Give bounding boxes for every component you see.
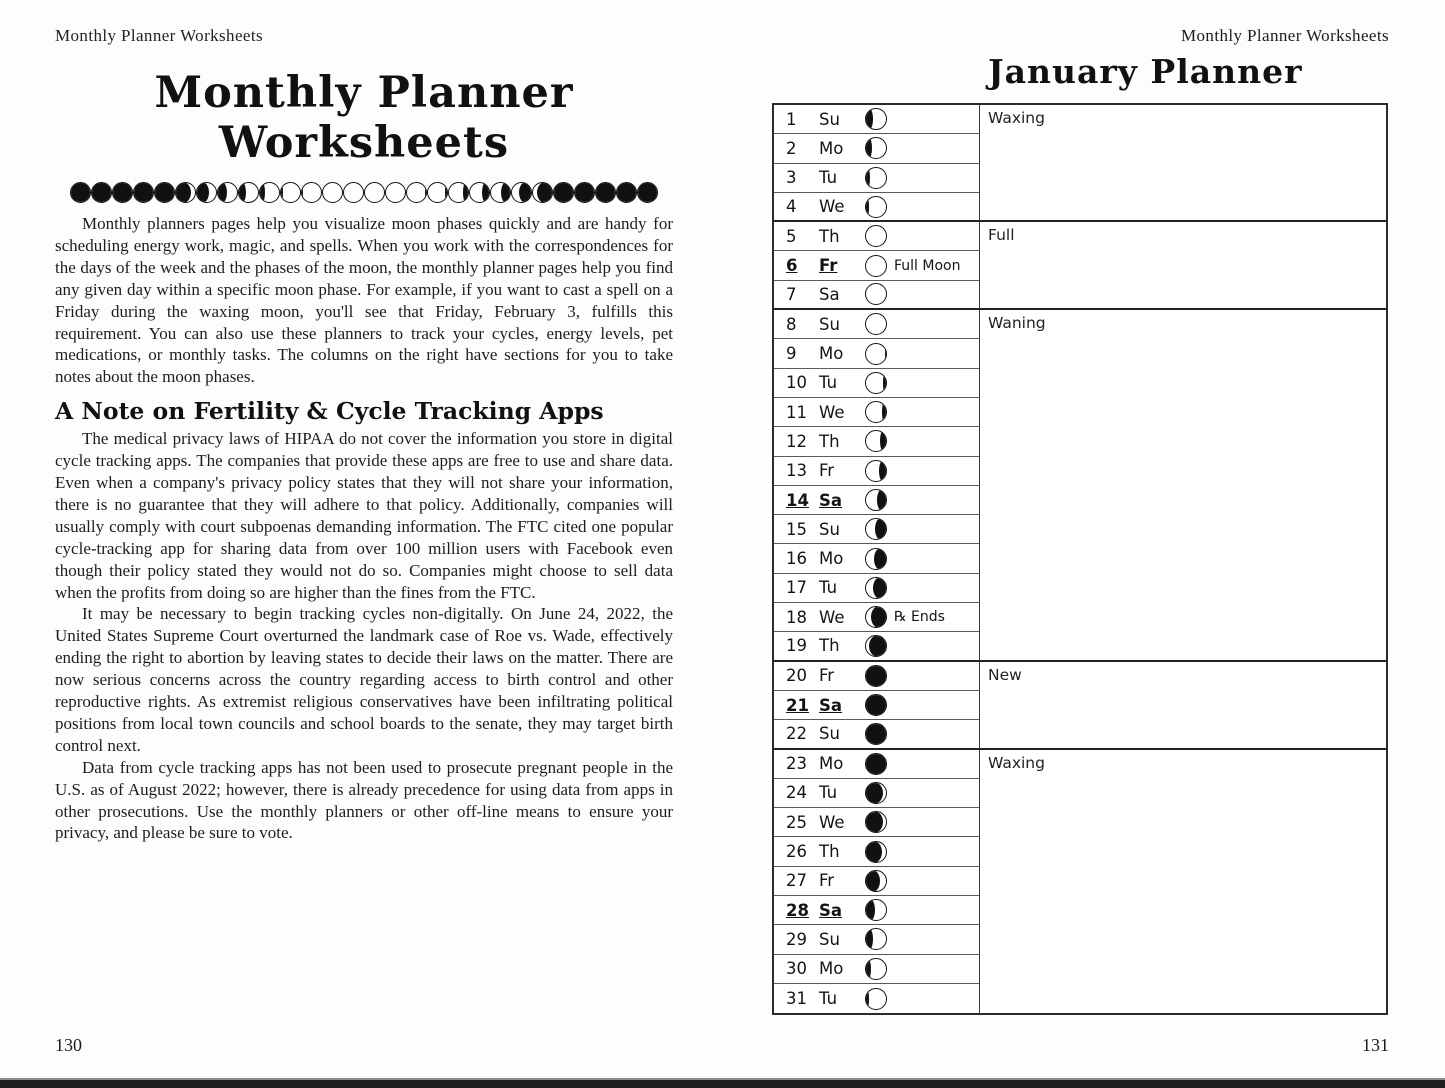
planner-day-row (774, 779, 980, 808)
moon-phase-icon (70, 182, 91, 203)
day-number: 30 (786, 959, 807, 979)
moon-dark-region (133, 182, 154, 203)
planner-day-row (774, 398, 980, 427)
moon-phase-icon (865, 811, 887, 833)
day-of-week: Su (819, 519, 840, 539)
moon-phase-icon (553, 182, 574, 203)
moon-phase-icon (865, 635, 887, 657)
moon-dark-region (865, 753, 887, 775)
day-number: 28 (786, 900, 809, 920)
day-number: 24 (786, 783, 807, 803)
day-of-week: We (819, 607, 845, 627)
section-heading: A Note on Fertility & Cycle Tracking Apps (55, 397, 604, 426)
day-number: 29 (786, 929, 807, 949)
day-of-week: Mo (819, 549, 844, 569)
moon-dark-region (280, 182, 283, 203)
planner-day-row (774, 457, 980, 486)
day-number: 23 (786, 754, 807, 774)
planner-day-row (774, 925, 980, 954)
moon-phase-icon (217, 182, 238, 203)
moon-dark-region (482, 182, 490, 203)
day-of-week: Mo (819, 754, 844, 774)
moon-phase-icon (385, 182, 406, 203)
moon-phase-icon (490, 182, 511, 203)
planner-day-row (774, 193, 980, 222)
body-paragraph: Data from cycle tracking apps has not been used to prosecute pregnant people in the U.S. as of August 2022; however, there is already precedence for using data from apps in other prosecutions. Use the monthly planners or other off-line means to ensure your privacy, and please be sure to vote. (55, 757, 673, 843)
moon-dark-region (865, 870, 880, 892)
moon-phase-icon (175, 182, 196, 203)
moon-dark-region (301, 182, 303, 203)
planner-day-row (774, 896, 980, 925)
moon-phase-icon (301, 182, 322, 203)
left-body-text (55, 213, 673, 844)
day-of-week: Sa (819, 490, 843, 510)
day-of-week: Su (819, 314, 840, 334)
planner-day-row (774, 515, 980, 544)
day-of-week: Sa (819, 284, 840, 304)
moon-phase-icon (865, 928, 887, 950)
moon-dark-region (217, 182, 227, 203)
planner-day-row (774, 544, 980, 573)
moon-phase-icon (865, 108, 887, 130)
moon-phase-icon (91, 182, 112, 203)
moon-dark-region (869, 635, 887, 657)
moon-phase-icon (865, 372, 887, 394)
moon-phase-icon (865, 460, 887, 482)
moon-phase-icon (343, 182, 364, 203)
moon-phase-icon (865, 606, 887, 628)
planner-day-row (774, 222, 980, 251)
photo-bottom-edge (0, 1078, 1445, 1088)
day-of-week: Fr (819, 461, 835, 481)
moon-phase-icon (406, 182, 427, 203)
moon-dark-region (865, 167, 870, 189)
moon-dark-region (238, 182, 246, 203)
moon-phase-icon (865, 753, 887, 775)
planner-day-row (774, 984, 980, 1013)
planner-day-row (774, 632, 980, 661)
phase-note-cell: Waxing (988, 753, 1045, 772)
moon-phase-icon (865, 694, 887, 716)
day-of-week: We (819, 812, 845, 832)
day-number: 22 (786, 724, 807, 744)
planner-day-row (774, 720, 980, 749)
moon-dark-region (865, 108, 873, 130)
day-number: 5 (786, 226, 797, 246)
moon-phase-icon (511, 182, 532, 203)
moon-dark-region (865, 958, 871, 980)
planner-day-row (774, 837, 980, 866)
moon-dark-region (874, 548, 887, 570)
moon-dark-region (537, 182, 553, 203)
moon-phase-icon (616, 182, 637, 203)
moon-dark-region (637, 182, 658, 203)
moon-phase-icon (865, 196, 887, 218)
day-of-week: Fr (819, 871, 835, 891)
moon-phase-icon (595, 182, 616, 203)
right-page-number: 131 (1362, 1035, 1389, 1055)
moon-phase-icon (322, 182, 343, 203)
moon-phase-icon (154, 182, 175, 203)
moon-dark-region (865, 928, 873, 950)
moon-phase-icon (469, 182, 490, 203)
day-of-week: Th (819, 636, 840, 656)
day-number: 3 (786, 168, 797, 188)
day-of-week: Tu (819, 578, 838, 598)
moon-phase-icon (865, 313, 887, 335)
moon-dark-region (259, 182, 265, 203)
planner-day-row (774, 251, 980, 280)
moon-phase-icon (865, 665, 887, 687)
phase-note-cell: New (980, 662, 1386, 750)
planner-day-row (774, 134, 980, 163)
planner-day-row (774, 105, 980, 134)
moon-dark-region (873, 577, 887, 599)
day-number: 17 (786, 578, 807, 598)
day-number: 8 (786, 314, 797, 334)
day-of-week: Sa (819, 900, 843, 920)
moon-dark-region (501, 182, 511, 203)
day-of-week: Mo (819, 344, 844, 364)
day-number: 15 (786, 519, 807, 539)
day-number: 31 (786, 989, 807, 1009)
moon-dark-region (553, 182, 574, 203)
moon-dark-region (70, 182, 91, 203)
day-number: 27 (786, 871, 807, 891)
moon-dark-region (519, 182, 532, 203)
moon-phase-icon (196, 182, 217, 203)
day-number: 19 (786, 636, 807, 656)
day-number: 7 (786, 284, 797, 304)
day-of-week: Tu (819, 783, 838, 803)
moon-dark-region (886, 313, 887, 335)
moon-dark-region (91, 182, 112, 203)
day-of-week: Su (819, 929, 840, 949)
day-of-week: Th (819, 842, 840, 862)
moon-phase-icon (865, 343, 887, 365)
planner-day-row (774, 339, 980, 368)
day-number: 2 (786, 138, 797, 158)
moon-event-label: Full Moon (894, 257, 961, 274)
page-title: Monthly Planner Worksheets (154, 68, 574, 168)
moon-dark-region (883, 372, 887, 394)
moon-phase-icon (865, 548, 887, 570)
day-of-week: Su (819, 724, 840, 744)
body-paragraph: The medical privacy laws of HIPAA do not cover the information you store in digital cycle tracking apps. The companies that provide these apps are free to use and share data. Even when a company's privacy policy states that they will not share your information, there is no guarantee that they will adhere to that policy. Additionally, companies will usually comply with court subpoenas demanding information. The FTC cited one popular cycle-tracking app for sharing data from over 100 million users with Facebook even though their policy stated they would not do so. Companies might choose to sell data when the profits from doing so are higher than the fines from the FTC. (55, 429, 673, 602)
moon-phase-icon (865, 489, 887, 511)
moon-phase-icon (133, 182, 154, 203)
section-paragraphs (55, 428, 673, 844)
left-page (55, 26, 673, 844)
moon-phase-icon (865, 870, 887, 892)
moon-dark-region (865, 137, 872, 159)
moon-phase-icon (865, 137, 887, 159)
day-of-week: We (819, 197, 845, 217)
moon-dark-region (196, 182, 209, 203)
planner-day-row (774, 808, 980, 837)
moon-dark-region (112, 182, 133, 203)
moon-dark-region (880, 430, 887, 452)
moon-dark-region (865, 988, 869, 1010)
day-number: 26 (786, 842, 807, 862)
moon-phase-icon (427, 182, 448, 203)
moon-phase-icon (865, 899, 887, 921)
planner-day-row (774, 691, 980, 720)
moon-phase-icon (865, 988, 887, 1010)
moon-phase-icon (865, 283, 887, 305)
moon-phase-icon (574, 182, 595, 203)
moon-dark-region (865, 723, 887, 745)
moon-phase-icon (112, 182, 133, 203)
planner-day-row (774, 486, 980, 515)
day-number: 16 (786, 549, 807, 569)
day-of-week: Fr (819, 256, 838, 276)
moon-phase-icon (448, 182, 469, 203)
moon-phase-icon (238, 182, 259, 203)
moon-dark-region (865, 841, 882, 863)
planner-day-row (774, 955, 980, 984)
day-number: 10 (786, 373, 807, 393)
moon-dark-region (616, 182, 637, 203)
moon-dark-region (865, 196, 869, 218)
day-of-week: Th (819, 431, 840, 451)
day-number: 25 (786, 812, 807, 832)
moon-phase-icon (259, 182, 280, 203)
day-number: 20 (786, 666, 807, 686)
moon-phase-icon (865, 958, 887, 980)
moon-dark-region (865, 782, 883, 804)
left-page-number: 130 (55, 1035, 82, 1055)
day-of-week: Tu (819, 989, 838, 1009)
day-number: 6 (786, 256, 798, 276)
moon-dark-region (865, 665, 887, 687)
day-number: 14 (786, 490, 809, 510)
moon-phase-icon (364, 182, 385, 203)
moon-phase-icon (865, 782, 887, 804)
day-number: 9 (786, 344, 797, 364)
moon-dark-region (871, 606, 887, 628)
day-of-week: We (819, 402, 845, 422)
day-number: 11 (786, 402, 807, 422)
planner-day-row (774, 281, 980, 310)
day-of-week: Th (819, 226, 840, 246)
moon-phase-icon (280, 182, 301, 203)
moon-dark-region (574, 182, 595, 203)
day-number: 4 (786, 197, 797, 217)
body-paragraph: It may be necessary to begin tracking cycles non-digitally. On June 24, 2022, the United States Supreme Court overturned the landmark case of Roe vs. Wade, effectively ending the right to abortion by leaving states to decide their laws on the matter. There are now serious concerns across the country regarding access to birth control and other reproductive rights. As extremist religious conservatives have been infiltrating political positions from local town councils and school boards to the senate, they may target birth control next. (55, 604, 673, 755)
moon-phase-icon (865, 841, 887, 863)
day-number: 13 (786, 461, 807, 481)
day-of-week: Tu (819, 168, 838, 188)
moon-dark-region (875, 518, 887, 540)
moon-phase-icon (532, 182, 553, 203)
planner-day-row (774, 427, 980, 456)
moon-dark-region (879, 460, 887, 482)
planner-day-row (774, 164, 980, 193)
moon-phase-divider-icons (55, 182, 673, 203)
planner-day-row (774, 369, 980, 398)
moon-dark-region (865, 899, 875, 921)
planner-day-row (774, 603, 980, 632)
day-of-week: Fr (819, 666, 835, 686)
moon-phase-icon (865, 401, 887, 423)
day-of-week: Sa (819, 695, 843, 715)
intro-paragraph: Monthly planners pages help you visualize moon phases quickly and are handy for scheduling energy work, magic, and spells. When you work with the correspondences for the days of the week and the phases of the moon, the monthly planner pages help you find any given day within a specific moon phase. For example, if you want to cast a spell on a Friday during the waxing moon, you'll see that Friday, February 3, fulfills this requirement. You can also use these planners to track your cycles, energy levels, pet medications, or monthly tasks. The columns on the right have sections for you to take notes about the moon phases. (55, 214, 673, 387)
planner-day-row (774, 867, 980, 896)
planner-day-row (774, 310, 980, 339)
moon-dark-region (175, 182, 191, 203)
moon-phase-icon (865, 430, 887, 452)
moon-phase-icon (865, 167, 887, 189)
day-of-week: Tu (819, 373, 838, 393)
planner-table (772, 103, 1388, 1015)
day-number: 1 (786, 109, 797, 129)
phase-note-cell: Waning (980, 310, 1386, 662)
moon-dark-region (877, 489, 887, 511)
planner-day-row (774, 750, 980, 779)
day-number: 12 (786, 431, 807, 451)
day-number: 21 (786, 695, 809, 715)
moon-dark-region (154, 182, 175, 203)
moon-event-label: ℞ Ends (894, 609, 945, 626)
moon-phase-icon (865, 518, 887, 540)
moon-dark-region (885, 343, 887, 365)
phase-note-cell: Full (980, 222, 1386, 310)
left-running-header: Monthly Planner Worksheets (55, 26, 263, 45)
moon-phase-icon (865, 255, 887, 277)
day-of-week: Mo (819, 138, 844, 158)
planner-day-row (774, 662, 980, 691)
moon-phase-icon (865, 225, 887, 247)
day-number: 18 (786, 607, 807, 627)
moon-dark-region (865, 694, 887, 716)
right-running-header: Monthly Planner Worksheets (1181, 26, 1389, 45)
day-of-week: Mo (819, 959, 844, 979)
phase-note-cell: Waxing (980, 105, 1386, 222)
moon-phase-icon (865, 577, 887, 599)
day-of-week: Su (819, 109, 840, 129)
moon-phase-icon (637, 182, 658, 203)
planner-day-row (774, 574, 980, 603)
moon-dark-region (882, 401, 887, 423)
moon-dark-region (865, 811, 883, 833)
planner-title: January Planner (988, 52, 1303, 91)
moon-dark-region (595, 182, 616, 203)
moon-phase-icon (865, 723, 887, 745)
